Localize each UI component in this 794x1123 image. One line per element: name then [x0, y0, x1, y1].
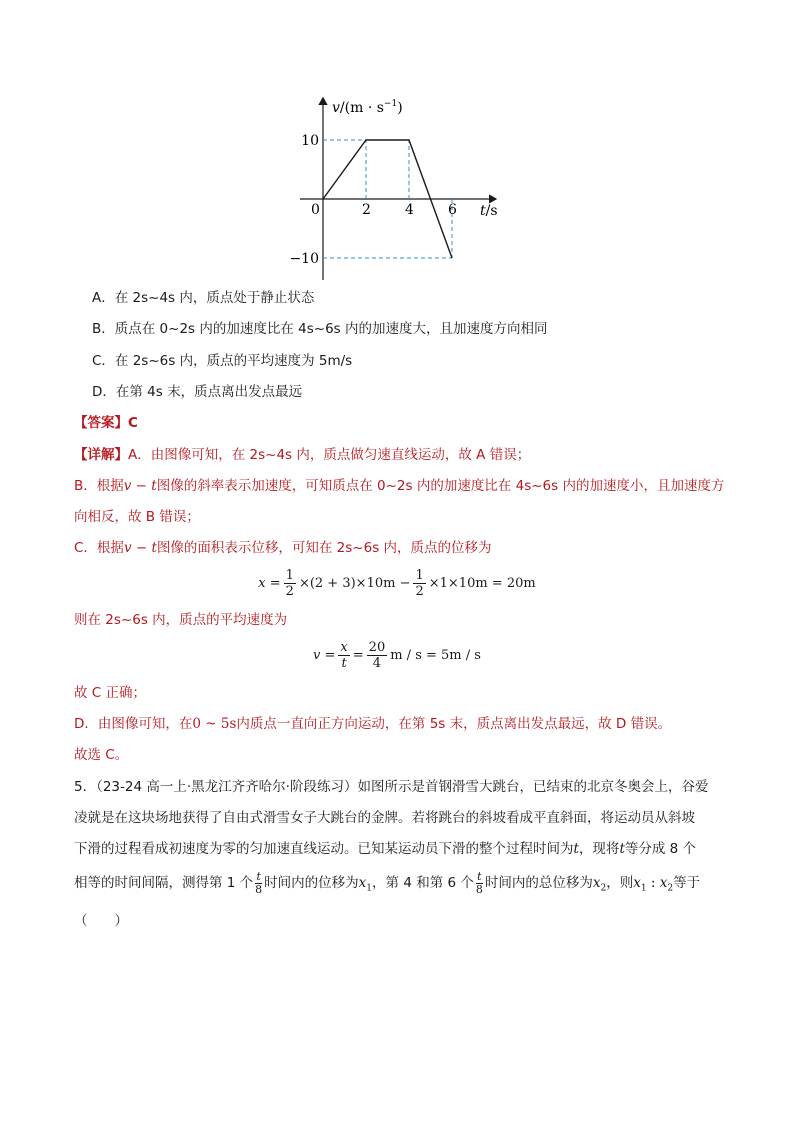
- f1-frac2: $\frac{1}{2}$: [415, 567, 424, 599]
- x-tick-label-2: 2: [362, 202, 371, 218]
- displacement-formula: [0, 565, 794, 601]
- t-over-8-frac-1: $\frac{t}{8}$: [255, 869, 263, 896]
- f2-rhs: m / s = 5m / s: [390, 647, 481, 663]
- y-axis-label: $v/(m \cdot s^{-1})$: [332, 99, 403, 116]
- x-tick-label-4: 4: [405, 202, 414, 218]
- detail-c-line1: [74, 538, 492, 558]
- option-a: A．在 2s~4s 内，质点处于静止状态: [92, 290, 315, 306]
- detail-b-vt: v − t: [123, 478, 157, 494]
- detail-b-pre: B．根据: [74, 478, 124, 494]
- f1-lhs: x =: [258, 575, 281, 591]
- origin-label: 0: [311, 202, 320, 218]
- option-b: B．质点在 0~2s 内的加速度比在 4s~6s 内的加速度大，且加速度方向相同: [92, 321, 548, 337]
- vt-graph: [0, 0, 794, 290]
- q5-line2: 凌就是在这块场地获得了自由式滑雪女子大跳台的金牌。若将跳台的斜坡看成平直斜面，将运动员从斜坡: [74, 810, 695, 826]
- f2-frac2: $\frac{20}{4}$: [368, 639, 386, 671]
- t-over-8-frac-2: $\frac{t}{8}$: [475, 869, 483, 896]
- detail-d-post: 内质点一直向正方向运动，在第 5s 末，质点离出发点最远，故 D 错误。: [236, 716, 672, 732]
- velocity-formula: [0, 637, 794, 673]
- f1-mid2: ×1×10m = 20m: [428, 575, 536, 591]
- f2-frac1: $\frac{x}{t}$: [340, 639, 348, 671]
- detail-b-line1: [74, 476, 724, 496]
- detail-c-line3: 故 C 正确；: [74, 685, 147, 701]
- f2-eq: =: [352, 647, 364, 663]
- option-c: C．在 2s~6s 内，质点的平均速度为 5m/s: [92, 353, 353, 369]
- option-d: D．在第 4s 末，质点离出发点最远: [92, 384, 303, 400]
- q5-line1: 5．（23-24 高一上·黑龙江齐齐哈尔·阶段练习）如图所示是首钢滑雪大跳台，已结束的北京冬奥会上，谷爱: [74, 779, 709, 795]
- q5-line3: 下滑的过程看成初速度为零的匀加速直线运动。已知某运动员下滑的整个过程时间为t，现将t等分成 8 个: [74, 841, 697, 857]
- detail-c-post: 图像的面积表示位移，可知在 2s~6s 内，质点的位移为: [156, 540, 492, 556]
- detail-d-pre: D．由图像可知，在: [74, 716, 193, 732]
- f2-lhs: v =: [313, 647, 336, 663]
- detail-b-line2: 向相反，故 B 错误；: [74, 509, 200, 525]
- x-tick-label-6: 6: [448, 202, 457, 218]
- detail-b-post: 图像的斜率表示加速度，可知质点在 0~2s 内的加速度比在 4s~6s 内的加速度小，且加速度方: [156, 478, 725, 494]
- y-tick-label-1: −10: [289, 251, 319, 267]
- f1-frac1: $\frac{1}{2}$: [285, 567, 294, 599]
- detail-c-line2: 则在 2s~6s 内，质点的平均速度为: [74, 612, 288, 628]
- detail-a: [74, 445, 530, 465]
- detail-a-text: A．由图像可知，在 2s~4s 内，质点做匀速直线运动，故 A 错误；: [128, 447, 531, 463]
- detail-label: 【详解】: [74, 447, 128, 463]
- y-tick-label-0: 10: [301, 133, 319, 149]
- detail-c-pre: C．根据: [74, 540, 124, 556]
- answer-label: 【答案】C: [74, 415, 138, 431]
- detail-d: [74, 714, 671, 734]
- detail-c-vt: v − t: [123, 540, 157, 556]
- f1-mid1: ×(2 + 3)×10m −: [298, 575, 411, 591]
- detail-final: 故选 C。: [74, 747, 129, 763]
- q5-blank: （ ）: [74, 913, 128, 929]
- detail-d-range: 0 ~ 5s: [192, 716, 237, 732]
- x-axis-label: t/s: [480, 203, 498, 219]
- q5-line4: 相等的时间间隔，测得第 1 个 $\frac{t}{8}$ 时间内的位移为$x_1$，第 4 和第 6 个 $\frac{t}{8}$ 时间内的总位移为$x_2$，则$x_1$ : $x_2$等于: [74, 869, 701, 896]
